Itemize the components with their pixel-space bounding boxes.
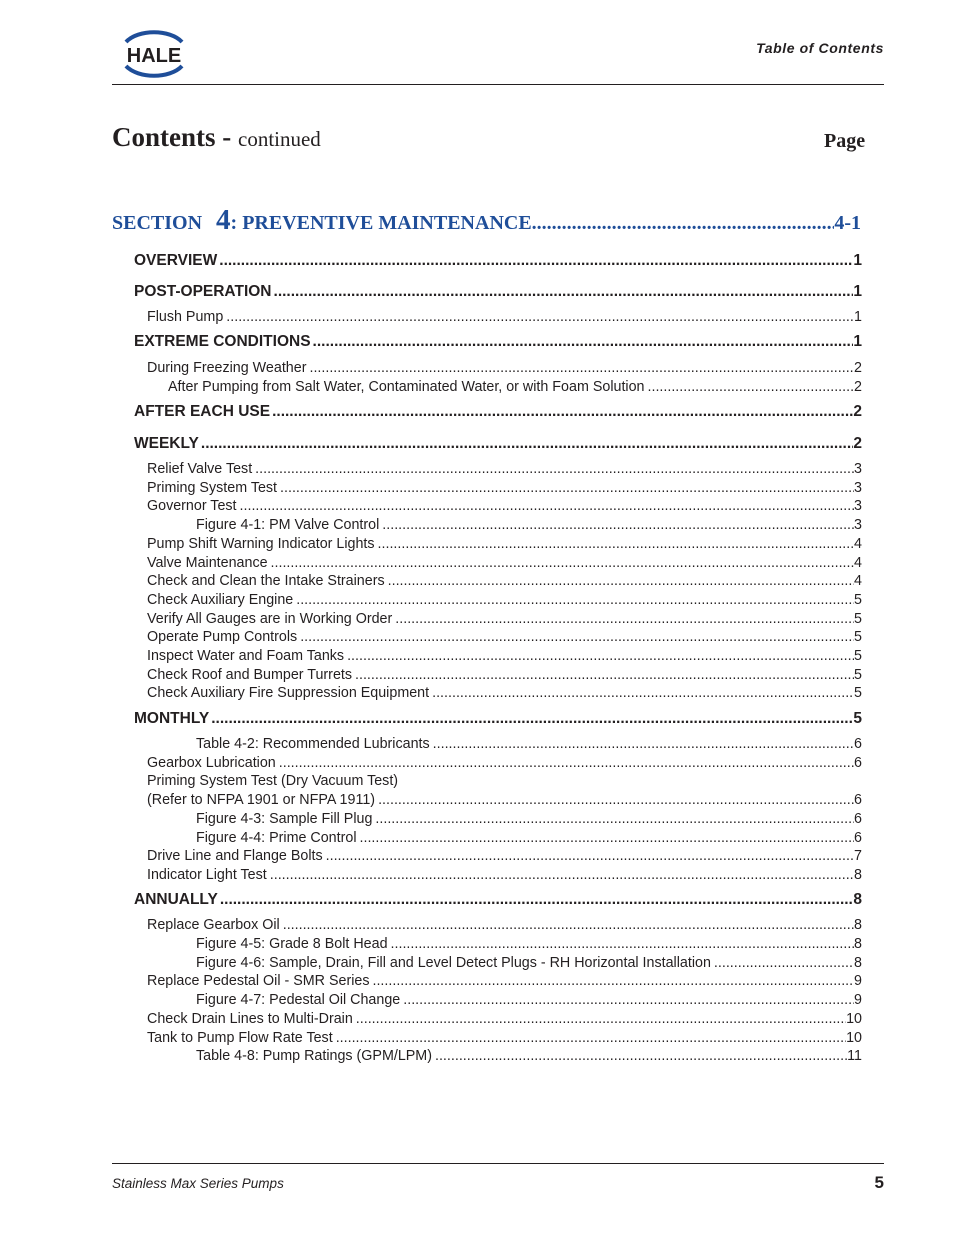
toc-page: 2 [854, 360, 862, 376]
toc-entry[interactable] [147, 555, 862, 571]
toc-page: 8 [854, 867, 862, 883]
toc-page: 8 [854, 936, 862, 952]
toc-page: 5 [854, 629, 862, 645]
dot-leader [237, 498, 855, 514]
dot-leader [532, 212, 835, 235]
toc-entry[interactable] [147, 917, 862, 933]
toc-entry[interactable] [147, 360, 862, 376]
toc-label: Figure 4-6: Sample, Drain, Fill and Level Detect Plugs - RH Horizontal Installation [196, 955, 711, 971]
footer-page-number: 5 [874, 1173, 884, 1192]
dot-leader [297, 629, 854, 645]
page-title-sub: continued [238, 127, 321, 151]
toc-entry[interactable] [196, 992, 862, 1008]
toc-entry[interactable] [147, 685, 862, 701]
dot-leader [353, 1011, 846, 1027]
toc-label: Figure 4-1: PM Valve Control [196, 517, 380, 533]
dot-leader [280, 917, 854, 933]
toc-label: After Pumping from Salt Water, Contaminated Water, or with Foam Solution [168, 379, 645, 395]
dot-leader [352, 667, 854, 683]
toc-page: 9 [854, 992, 862, 1008]
toc-entry[interactable] [147, 536, 862, 552]
toc-page: 8 [854, 917, 862, 933]
toc-label: Relief Valve Test [147, 461, 253, 477]
dot-leader [323, 848, 854, 864]
toc-label: Priming System Test [147, 480, 278, 496]
toc-page: 4 [854, 555, 862, 571]
toc-label: Check Auxiliary Fire Suppression Equipment [147, 685, 430, 701]
toc-label: OVERVIEW [134, 252, 218, 269]
toc-label: Figure 4-3: Sample Fill Plug [196, 811, 373, 827]
toc-page: 5 [853, 710, 862, 727]
toc-page: 6 [854, 755, 862, 771]
toc-page: 10 [846, 1030, 862, 1046]
toc-page: 6 [854, 792, 862, 808]
toc-page: 5 [854, 685, 862, 701]
toc-entry[interactable] [147, 755, 862, 771]
toc-entry[interactable] [147, 848, 862, 864]
page-footer [112, 1163, 884, 1192]
dot-leader [333, 1030, 846, 1046]
toc-label: Indicator Light Test [147, 867, 267, 883]
toc-label: Figure 4-5: Grade 8 Bolt Head [196, 936, 388, 952]
toc-entry[interactable] [196, 1048, 862, 1064]
dot-leader [252, 461, 854, 477]
toc-heading-weekly[interactable] [134, 435, 862, 453]
toc-label: Figure 4-4: Prime Control [196, 830, 357, 846]
toc-label: Valve Maintenance [147, 555, 268, 571]
page-header [112, 26, 884, 85]
dot-leader [429, 685, 854, 701]
section-heading[interactable] [112, 204, 861, 237]
toc-page: 2 [853, 403, 862, 420]
toc-entry[interactable] [168, 379, 862, 395]
toc-page: 1 [854, 309, 862, 325]
toc-entry[interactable] [147, 309, 862, 325]
toc-entry[interactable] [147, 461, 862, 477]
hale-logo [112, 26, 196, 82]
toc-page: 3 [854, 498, 862, 514]
toc-page: 3 [854, 517, 862, 533]
toc-label: MONTHLY [134, 710, 210, 727]
toc-page: 1 [853, 283, 862, 300]
toc-page: 1 [853, 252, 862, 269]
dot-leader [272, 283, 854, 301]
toc-label: Operate Pump Controls [147, 629, 298, 645]
toc-label: Check and Clean the Intake Strainers [147, 573, 385, 589]
dot-leader [344, 648, 854, 664]
toc-entry[interactable] [147, 648, 862, 664]
toc-entry[interactable] [196, 517, 862, 533]
dot-leader [430, 736, 854, 752]
toc-label: Check Drain Lines to Multi-Drain [147, 1011, 353, 1027]
dot-leader [217, 252, 853, 270]
toc-heading-extreme-conditions[interactable] [134, 333, 862, 351]
dot-leader [209, 710, 853, 728]
dot-leader [268, 555, 855, 571]
toc-heading-annually[interactable] [134, 891, 862, 909]
toc-label: WEEKLY [134, 435, 199, 452]
toc-label: Drive Line and Flange Bolts [147, 848, 323, 864]
dot-leader [270, 403, 853, 421]
toc-page: 6 [854, 830, 862, 846]
toc-heading-overview[interactable] [134, 252, 862, 270]
dot-leader [385, 573, 854, 589]
toc-entry[interactable] [147, 667, 862, 683]
dot-leader [293, 592, 854, 608]
toc-label: Figure 4-7: Pedestal Oil Change [196, 992, 401, 1008]
toc-label: Inspect Water and Foam Tanks [147, 648, 345, 664]
toc-page: 9 [854, 973, 862, 989]
dot-leader [711, 955, 854, 971]
toc-entry[interactable] [147, 1030, 862, 1046]
toc-page: 6 [854, 736, 862, 752]
toc-entry[interactable] [147, 480, 862, 496]
toc-entry[interactable] [196, 955, 862, 971]
toc-entry[interactable] [196, 830, 862, 846]
toc-entry[interactable] [147, 573, 862, 589]
toc-label: POST-OPERATION [134, 283, 272, 300]
toc-heading-post-operation[interactable] [134, 283, 862, 301]
dot-leader [357, 830, 855, 846]
dot-leader [645, 379, 855, 395]
toc-entry[interactable] [147, 792, 862, 808]
dot-leader [276, 755, 854, 771]
toc-label: Replace Gearbox Oil [147, 917, 280, 933]
logo-text: HALE [126, 45, 182, 67]
dot-leader [218, 891, 854, 909]
dot-leader [267, 867, 854, 883]
toc-page: 3 [854, 461, 862, 477]
toc-page: 11 [847, 1048, 862, 1064]
header-title: Table of Contents [756, 40, 884, 56]
dot-leader [199, 435, 853, 453]
toc-page: 7 [854, 848, 862, 864]
toc-entry[interactable] [147, 973, 862, 989]
toc-label: Governor Test [147, 498, 237, 514]
toc-page: 3 [854, 480, 862, 496]
toc-entry[interactable] [147, 498, 862, 514]
toc-label: (Refer to NFPA 1901 or NFPA 1911) [147, 792, 376, 808]
section-title: : PREVENTIVE MAINTENANCE [230, 212, 532, 234]
toc-label: Verify All Gauges are in Working Order [147, 611, 393, 627]
dot-leader [372, 811, 854, 827]
toc-heading-after-each-use[interactable] [134, 403, 862, 421]
toc-label: Check Auxiliary Engine [147, 592, 294, 608]
toc-page: 1 [853, 333, 862, 350]
toc-entry[interactable] [147, 592, 862, 608]
section-number: 4 [216, 204, 231, 236]
toc-entry[interactable] [147, 1011, 862, 1027]
dot-leader [375, 792, 854, 808]
toc-entry-continued[interactable]: Priming System Test (Dry Vacuum Test) [147, 773, 399, 789]
toc-heading-monthly[interactable] [134, 710, 862, 728]
toc-entry[interactable] [147, 629, 862, 645]
toc-label: Tank to Pump Flow Rate Test [147, 1030, 333, 1046]
toc-entry[interactable] [147, 611, 862, 627]
toc-label: Replace Pedestal Oil - SMR Series [147, 973, 370, 989]
toc-page: 5 [854, 611, 862, 627]
toc-entry[interactable] [147, 867, 862, 883]
dot-leader [379, 517, 854, 533]
toc-label: Flush Pump [147, 309, 224, 325]
dot-leader [432, 1048, 847, 1064]
page-title-main: Contents - [112, 122, 238, 152]
toc-label: EXTREME CONDITIONS [134, 333, 311, 350]
dot-leader [311, 333, 854, 351]
toc-entry[interactable] [196, 936, 862, 952]
dot-leader [369, 973, 854, 989]
toc-label: ANNUALLY [134, 891, 218, 908]
section-prefix: SECTION [112, 212, 203, 234]
toc-page: 5 [854, 648, 862, 664]
toc-label: Pump Shift Warning Indicator Lights [147, 536, 375, 552]
toc-label: Table 4-8: Pump Ratings (GPM/LPM) [196, 1048, 432, 1064]
toc-label: Gearbox Lubrication [147, 755, 276, 771]
toc-page: 6 [854, 811, 862, 827]
dot-leader [400, 992, 854, 1008]
toc-entry[interactable] [196, 811, 862, 827]
dot-leader [223, 309, 854, 325]
toc-page: 2 [854, 379, 862, 395]
toc-entry[interactable] [196, 736, 862, 752]
toc-page: 5 [854, 667, 862, 683]
dot-leader [306, 360, 854, 376]
toc-page: 2 [853, 435, 862, 452]
toc-label: During Freezing Weather [147, 360, 307, 376]
dot-leader [375, 536, 855, 552]
toc-page: 8 [853, 891, 862, 908]
toc-label: Table 4-2: Recommended Lubricants [196, 736, 430, 752]
toc-page: 8 [854, 955, 862, 971]
dot-leader [392, 611, 854, 627]
toc-page: 10 [846, 1011, 862, 1027]
toc-page: 5 [854, 592, 862, 608]
page-title [112, 122, 321, 153]
toc-label: AFTER EACH USE [134, 403, 271, 420]
dot-leader [277, 480, 854, 496]
section-page: 4-1 [834, 212, 861, 234]
page-column-label: Page [824, 130, 866, 152]
toc-page: 4 [854, 536, 862, 552]
footer-title: Stainless Max Series Pumps [112, 1176, 284, 1191]
toc-label: Check Roof and Bumper Turrets [147, 667, 353, 683]
toc-page: 4 [854, 573, 862, 589]
dot-leader [388, 936, 855, 952]
